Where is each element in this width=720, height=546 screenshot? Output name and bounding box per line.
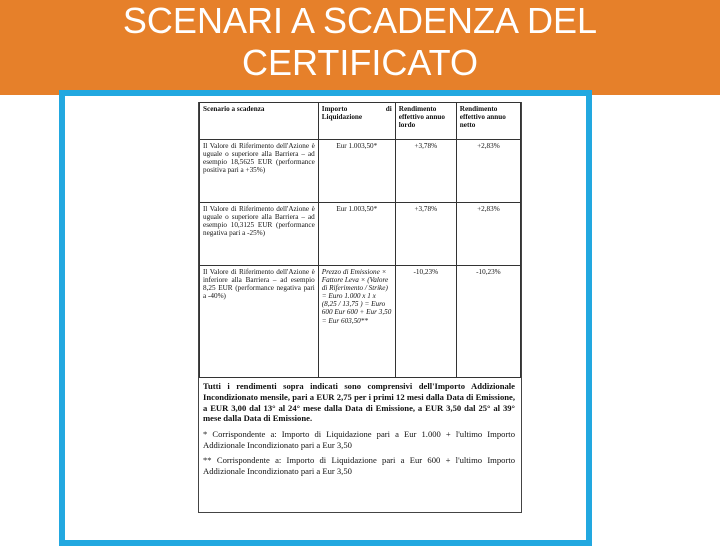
cell-scenario: Il Valore di Riferimento dell'Azione è inferiore alla Barriera – ad esempio 8,25 EUR (performance negativa pari a -40%): [200, 266, 319, 378]
header-importo: Importo di Liquidazione: [318, 103, 395, 140]
cell-lordo: +3,78%: [395, 203, 456, 266]
table-row: [200, 266, 521, 378]
title-banner: [0, 0, 720, 95]
document-footer: [199, 378, 521, 476]
scenario-table: [199, 102, 521, 378]
scanned-document: [198, 102, 522, 513]
cell-importo: Eur 1.003,50*: [318, 203, 395, 266]
slide-title-line-2: CERTIFICATO: [241, 42, 479, 83]
table-row: [200, 140, 521, 203]
table-header-row: [200, 103, 521, 140]
cell-scenario: Il Valore di Riferimento dell'Azione è uguale o superiore alla Barriera – ad esempio 10,3125 EUR (performance negativa pari a -25%): [200, 203, 319, 266]
header-lordo: Rendimento effettivo annuo lordo: [395, 103, 456, 140]
table-row: [200, 203, 521, 266]
cell-importo: Eur 1.003,50*: [318, 140, 395, 203]
cell-netto: +2,83%: [456, 140, 520, 203]
footer-paragraph: Tutti i rendimenti sopra indicati sono comprensivi dell'Importo Addizionale Incondizionato mensile, pari a EUR 2,75 per i primi 12 mesi dalla Data di Emissione, a EUR 3,00 dal 13° al 24° mese dalla Data di Emissione, a EUR 3,50 dal 25° al 39° mese dalla Data di Emissione.: [203, 381, 515, 424]
slide-title-line-1: SCENARI A SCADENZA DEL: [122, 0, 598, 41]
cell-netto: -10,23%: [456, 266, 520, 378]
cell-lordo: -10,23%: [395, 266, 456, 378]
cell-importo-formula: Prezzo di Emissione × Fattore Leva × (Valore di Riferimento / Strike) = Euro 1.000 x 1 x (8,25 / 13,75 ) = Euro 600 Eur 600 + Eur 3,50 = Eur 603,50**: [318, 266, 395, 378]
document-frame: [59, 90, 592, 546]
cell-lordo: +3,78%: [395, 140, 456, 203]
header-scenario: Scenario a scadenza: [200, 103, 319, 140]
header-netto: Rendimento effettivo annuo netto: [456, 103, 520, 140]
cell-netto: +2,83%: [456, 203, 520, 266]
footer-note-2: ** Corrispondente a: Importo di Liquidazione pari a Eur 600 + l'ultimo Importo Addizionale Incondizionato pari a Eur 3,50: [203, 454, 515, 476]
footer-note-1: * Corrispondente a: Importo di Liquidazione pari a Eur 1.000 + l'ultimo Importo Addizionale Incondizionato pari a Eur 3,50: [203, 429, 515, 450]
cell-scenario: Il Valore di Riferimento dell'Azione è uguale o superiore alla Barriera – ad esempio 18,5625 EUR (performance positiva pari a +35%): [200, 140, 319, 203]
slide-title: [0, 0, 720, 84]
